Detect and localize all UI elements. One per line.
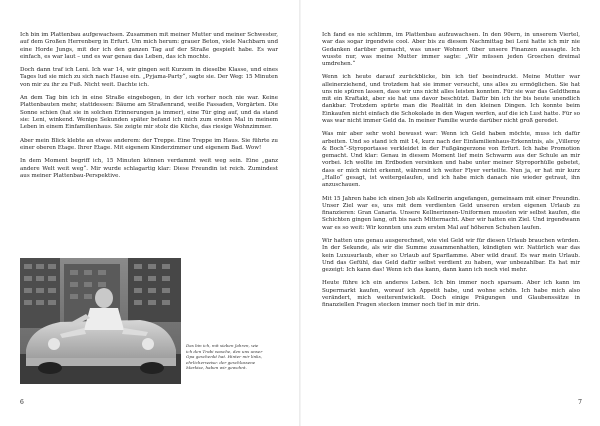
paragraph: Heute führe ich ein anderes Leben. Ich bin immer noch sparsam. Aber ich kann im Supermarkt kaufen, worauf ich Appetit habe, und wohne schön. Ich habe mich also verändert, mich weiterentwickelt. Doch einige Prägungen und Glaubenssätze in finanziellen Fragen stecken immer noch tief in mir drin. [322,280,580,309]
paragraph: Doch dann traf ich Leni. Ich war 14, wir gingen seit Kurzem in dieselbe Klasse, und eines Tages lud sie mich zu sich nach Hause ein. „Pyjama-Party“, sagte sie. Der Weg: 15 Minuten von mir zu ihr zu Fuß. Nicht weit. Dachte ich. [20,67,278,88]
paragraph: Wir hatten uns genau ausgerechnet, wie viel Geld wir für diesen Urlaub brauchen würden. In der Sekunde, als wir die Summe zusammenhatten, kündigten wir. Natürlich war das kein Luxusurlaub, eher so Urlaub auf Sparflamme. Aber wild drauf. Es war mein Urlaub. Und das Gefühl, das Geld dafür selbst verdient zu haben, war unbezahlbar. Es hat mir gezeigt: Ich kann das! Wenn ich das kann, dann kann ich noch viel mehr. [322,238,580,273]
page-number: 6 [20,399,24,406]
paragraph: Ich fand es nie schlimm, im Plattenbau aufzuwachsen. In den 90ern, in unserem Viertel, war das sogar irgendwie cool. Aber bis zu diesem Nachmittag bei Leni hatte ich mir nie Gedanken darüber gemacht, was unser Wohnort über unsere Finanzen aussagte. Ich wusste nur, was meine Mutter immer sagte: „Wir müssen jeden Groschen dreimal umdrehen.“ [322,32,580,67]
left-text-column [20,32,278,186]
right-page [300,0,600,426]
paragraph: An dem Tag bin ich in eine Straße eingebogen, in der ich vorher noch nie war. Keine Plattenbauten mehr, stattdessen: Bäume am Straßenrand, weiße Fassaden, Vorgärten. Die Sonne schien (hat sie in solchen Erinnerungen ja immer), eine Tür ging auf, und da stand sie: Leni, winkend. Wenige Sekunden später befand ich mich zum ersten Mal in meinem Leben in einem Einfamilienhaus. Sie zeigte mir stolz die Küche, das riesige Wohnzimmer. [20,95,278,131]
photo-caption: Das bin ich, mit sieben Jahren, wie ich den Trabi wasche, den uns unser Opa geschenkt hat. Hinter mir links, ehrlicherweise: der geschlossene Markise, haben wir gewohnt. [186,343,263,371]
paragraph: Aber mein Blick klebte an etwas anderem: der Treppe. Eine Treppe im Haus. Sie führte zu einer oberen Etage. Ihrer Etage. Mit eigenem Kinderzimmer und eigenem Bad. Wow! [20,137,278,151]
paragraph: Wenn ich heute darauf zurückblicke, bin ich tief beeindruckt. Meine Mutter war alleinerziehend, und trotzdem hat sie immer versucht, uns alles zu ermöglichen. Sie hat uns nie spüren lassen, dass wir uns nicht alles leisten konnten. Für sie war das Geldthema mit ein Kraftakt, aber sie hat uns davor beschützt. Dafür bin ich ihr bis heute unendlich dankbar. Trotzdem spürte man die Realität in den kleinen Dingen. Ich konnte beim Einkaufen nicht einfach die Schokolade in den Wagen werfen, auf die ich Lust hatte. Für so was war nicht immer Geld da. In meiner Familie wurde darüber nicht groß geredet. [322,74,580,124]
page-number: 7 [578,399,582,406]
childhood-photo [20,258,181,384]
paragraph: Was mir aber sehr wohl bewusst war: Wenn ich Geld haben möchte, muss ich dafür arbeiten. Und so stand ich mit 14, kurz nach der Einfamilienhaus-Erkenntnis, als „Villeroy & Boch“-Styroportasse verkleidet in der Fußgängerzone von Erfurt. Ich habe Promotion gemacht. Und klar: Genau in diesem Moment lief mein Schwarm aus der Schule an mir vorbei. Ich wollte im Erdboden versinken und habe unter meiner Styroporhülle gebetet, dass er mich nicht erkennt, während ich weiter Flyer verteilte. Nun ja, er hat mir kurz „Hallo“ gesagt, ist weitergelaufen, und ich habe mich danach nie wieder getraut, ihn anzuschauen. [322,131,580,189]
paragraph: Mit 15 Jahren habe ich einen Job als Kellnerin angefangen, gemeinsam mit einer Freundin. Unser Ziel war es, uns mit dem verdienten Geld unseren ersten eigenen Urlaub zu finanzieren: Gran Canaria. Unsere Kellnerinnen-Uniformen mussten wir selbst kaufen, die Schichten gingen lang, oft bis nach Mitternacht. Aber wir hatten ein Ziel. Und irgendwann war es so weit: Wir konnten uns zum ersten Mal auf höheren Schuhen laufen. [322,195,580,231]
right-text-column [322,32,580,316]
paragraph: Ich bin im Plattenbau aufgewachsen. Zusammen mit meiner Mutter und meiner Schwester, auf dem Großen Herrenberg in Erfurt. Um mich herum: grauer Beton, viele Nachbarn und eine Horde Jungs, mit der ich den ganzen Tag auf der Straße gespielt habe. Es war einfach, es war laut – und es war genau das Leben, das ich mochte. [20,32,278,60]
paragraph: In dem Moment begriff ich, 15 Minuten können verdammt weit weg sein. Eine „ganz andere Welt weit weg“. Mir wurde schlagartig klar: Diese Freundin ist reich. Zumindest aus meiner Plattenbau-Perspektive. [20,158,278,179]
